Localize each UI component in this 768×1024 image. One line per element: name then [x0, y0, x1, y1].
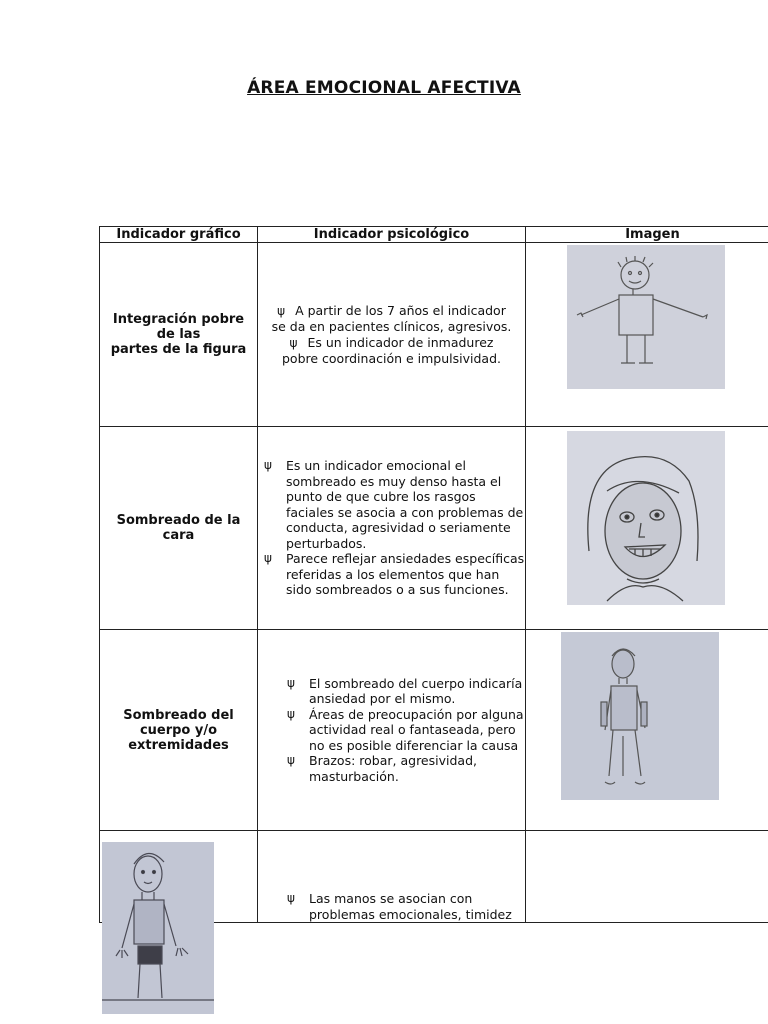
- image-cell: [526, 427, 768, 630]
- indicator-line: cuerpo y/o: [139, 722, 218, 738]
- hands-figure-drawing-icon: [102, 842, 214, 1014]
- list-item: ψ El sombreado del cuerpo indicaría ansiedad por el mismo.: [287, 675, 523, 707]
- list-item: ψ Brazos: robar, agresividad, masturbación.: [287, 753, 477, 784]
- indicator-line: de las: [156, 327, 201, 342]
- table-row: [100, 427, 768, 630]
- image-cell: [526, 630, 768, 831]
- indicator-line: extremidades: [128, 737, 229, 753]
- psychological-list: [258, 891, 525, 922]
- list-item: ψ Es un indicador emocional el sombreado es muy denso hasta el punto de que cubre los rasgos faciales se asocia a con problemas de conducta, agresividad o seriamente perturbados.: [264, 458, 524, 551]
- table-row: [100, 630, 768, 831]
- psychological-cell: [258, 243, 526, 427]
- psi-bullet-icon: ψ: [287, 891, 295, 905]
- psi-bullet-icon: ψ: [287, 675, 295, 690]
- header-indicador-psicologico: Indicador psicológico: [258, 227, 526, 243]
- indicator-line: Sombreado del: [123, 707, 234, 723]
- psychological-list: [258, 303, 525, 367]
- image-cell: [526, 831, 768, 923]
- psi-bullet-icon: ψ: [287, 706, 295, 721]
- psi-bullet-icon: ψ: [264, 551, 272, 566]
- indicator-line: Sombreado de la: [116, 513, 241, 528]
- psychological-list: [258, 676, 525, 785]
- table-header-row: [100, 227, 768, 243]
- header-imagen: Imagen: [526, 227, 768, 243]
- list-item: ψ A partir de los 7 años el indicador se da en pacientes clínicos, agresivos.: [271, 302, 512, 334]
- psi-bullet-icon: ψ: [289, 335, 298, 350]
- indicator-line: cara: [162, 528, 195, 543]
- psychological-cell: [258, 831, 526, 923]
- shaded-face-drawing-icon: [567, 431, 725, 605]
- indicator-cell: [100, 630, 258, 831]
- indicator-cell: [100, 427, 258, 630]
- page-title: ÁREA EMOCIONAL AFECTIVA: [247, 78, 521, 98]
- psi-bullet-icon: ψ: [264, 458, 272, 473]
- list-item: ψ Es un indicador de inmadurez pobre coordinación e impulsividad.: [281, 334, 501, 366]
- psi-bullet-icon: ψ: [287, 753, 295, 768]
- child-drawing-icon: [567, 245, 725, 389]
- list-item: ψ Parece reflejar ansiedades específicas referidas a los elementos que han sido sombreados o a sus funciones.: [264, 551, 525, 598]
- psychological-cell: [258, 630, 526, 831]
- header-indicador-grafico: Indicador gráfico: [100, 227, 258, 243]
- list-item: ψ Áreas de preocupación por alguna actividad real o fantaseada, pero no es posible diferenciar la causa: [287, 706, 524, 753]
- list-item: ψ Las manos se asocian con problemas emocionales, timidez: [287, 891, 512, 922]
- indicator-cell: [100, 243, 258, 427]
- shaded-body-drawing-icon: [561, 632, 719, 800]
- indicators-table: [99, 226, 768, 923]
- psychological-cell: [258, 427, 526, 630]
- psychological-list: [258, 458, 525, 598]
- psi-bullet-icon: ψ: [277, 303, 286, 318]
- table-row: [100, 243, 768, 427]
- indicator-line: partes de la figura: [110, 342, 247, 357]
- indicator-line: Integración pobre: [112, 312, 245, 327]
- image-cell: [526, 243, 768, 427]
